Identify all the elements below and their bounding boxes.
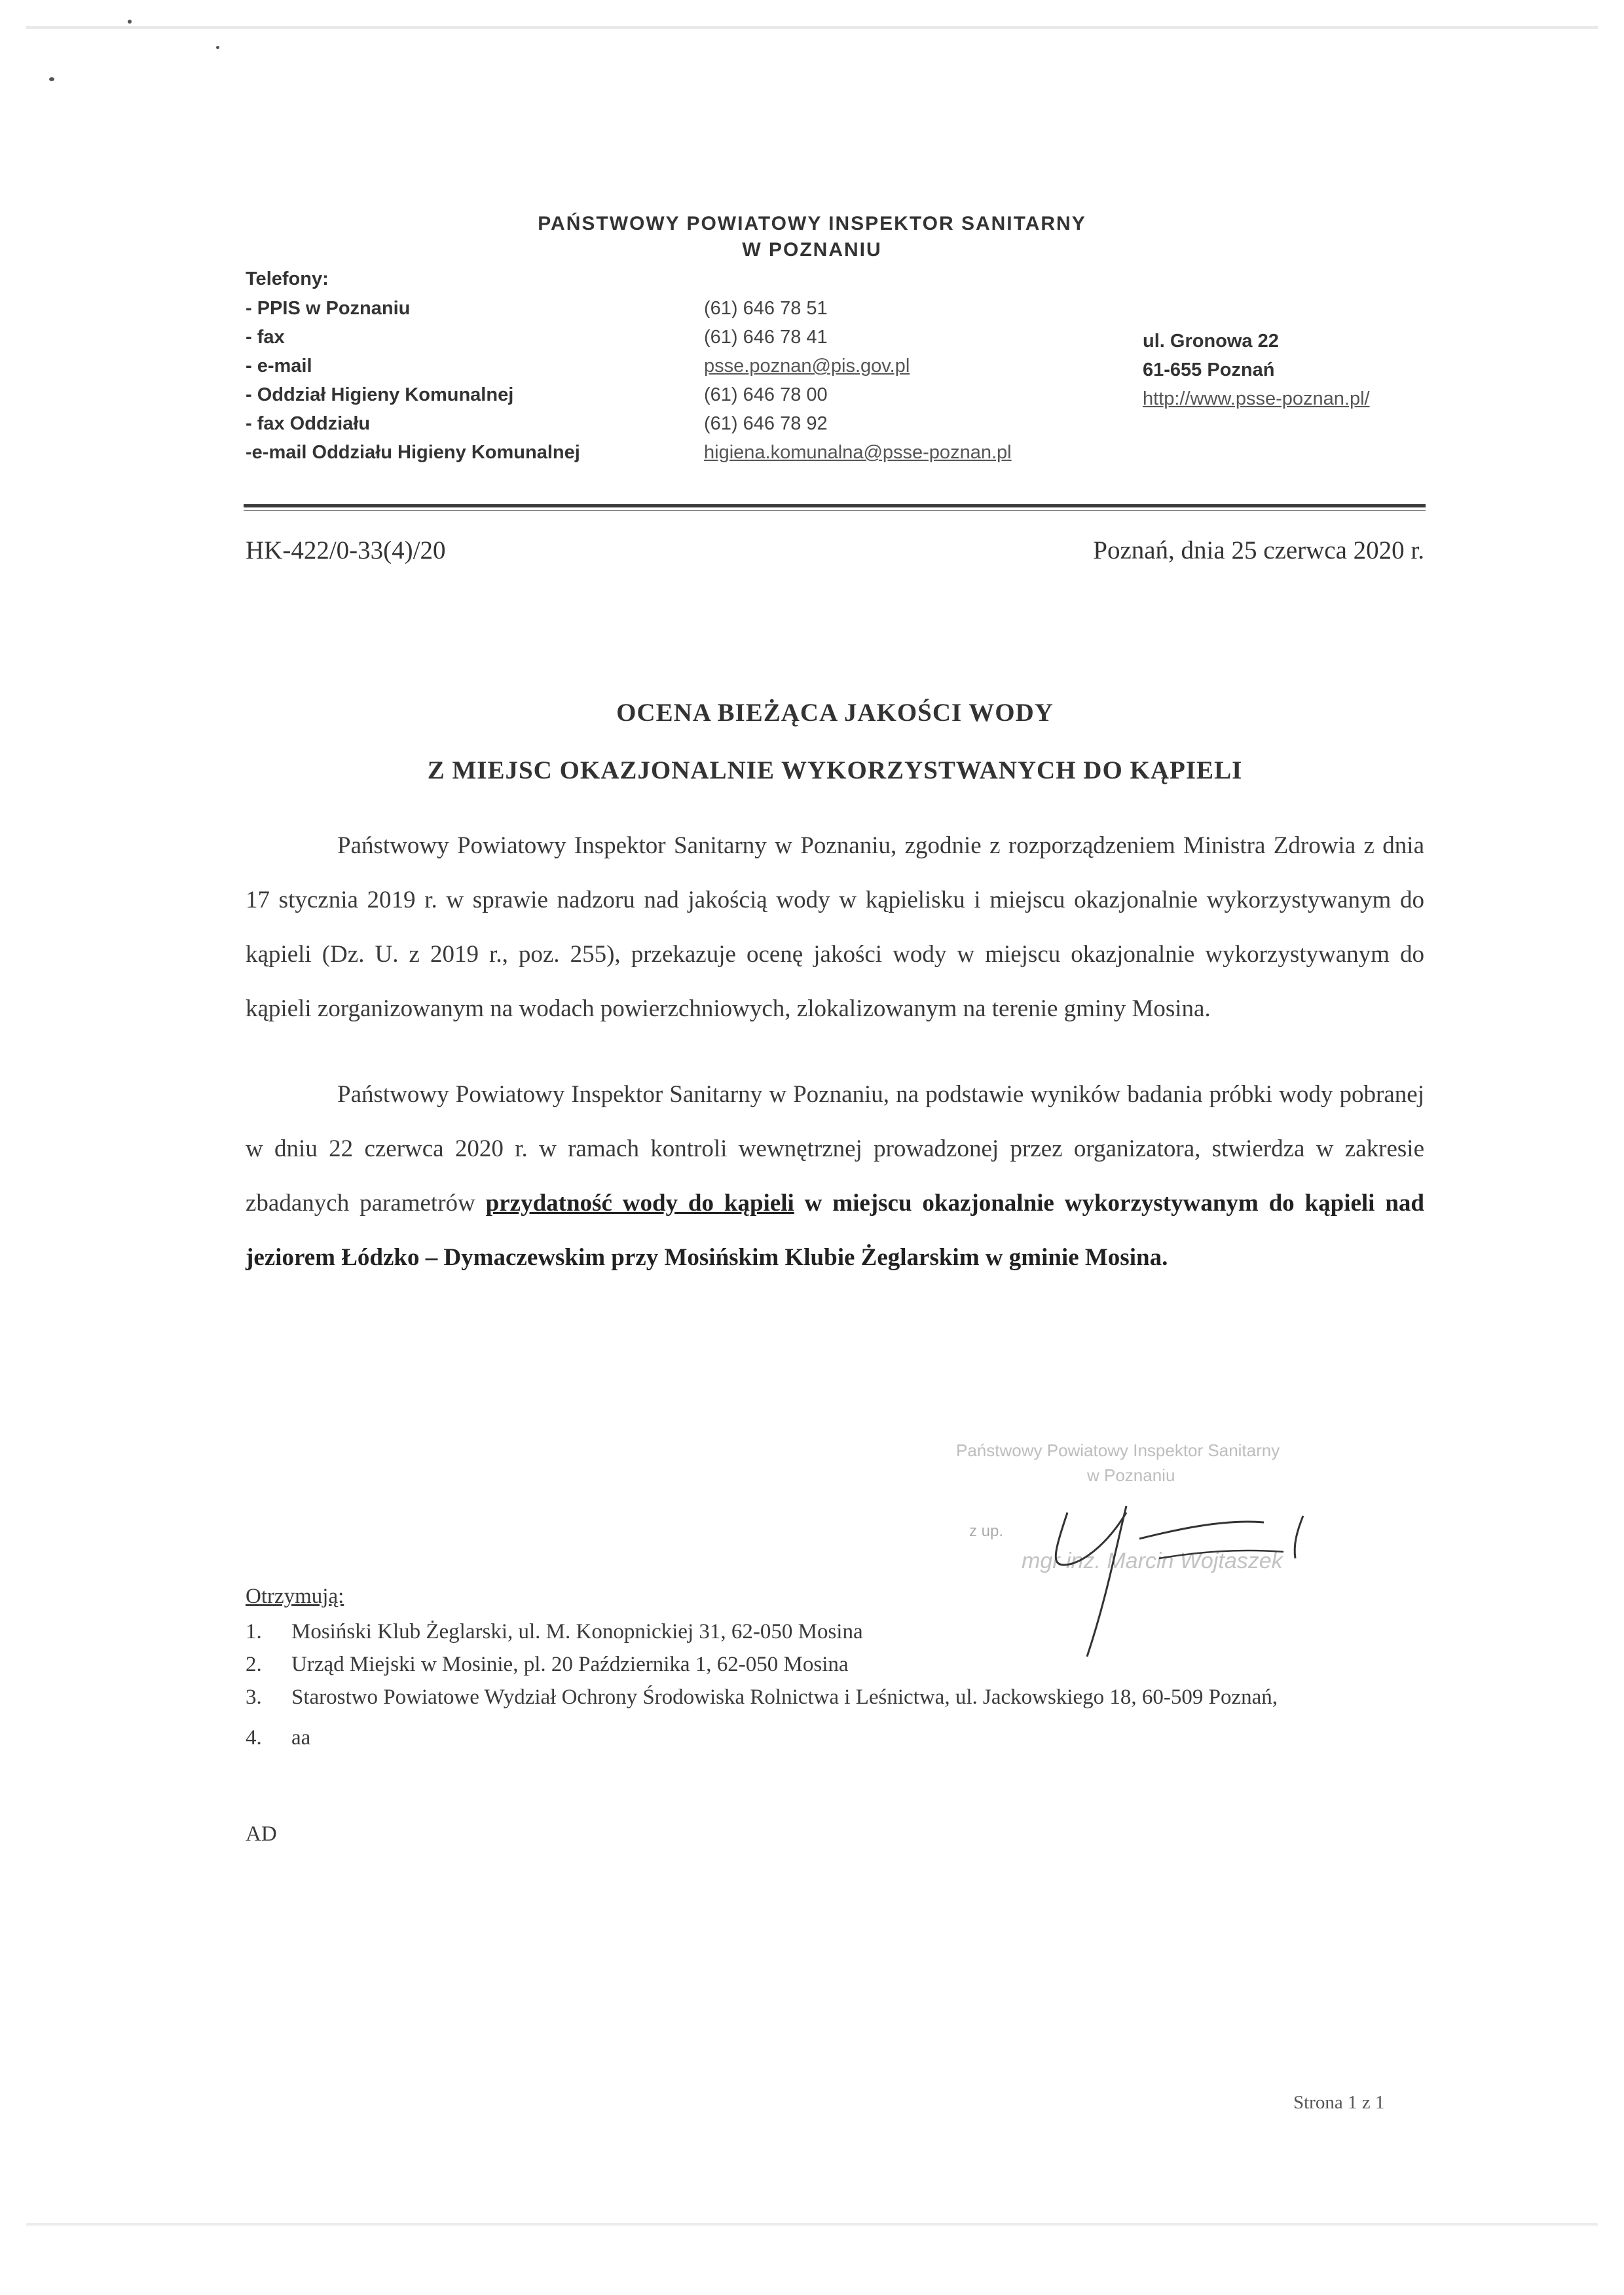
recipient-item <box>246 1723 1424 1752</box>
letterhead <box>0 213 1624 265</box>
contact-phone: (61) 646 78 51 <box>704 298 828 319</box>
website-link[interactable]: http://www.psse-poznan.pl/ <box>1143 388 1370 409</box>
reference-number: HK-422/0-33(4)/20 <box>246 536 446 564</box>
contact-label: -e-mail Oddziału Higieny Komunalnej <box>246 442 580 463</box>
page-number: Strona 1 z 1 <box>1293 2092 1385 2113</box>
stamp-line-1: Państwowy Powiatowy Inspektor Sanitarny <box>956 1441 1280 1460</box>
recipient-text: Urząd Miejski w Mosinie, pl. 20 Października 1, 62-050 Mosina <box>291 1653 849 1676</box>
document-title <box>0 684 1624 799</box>
recipient-number: 4. <box>246 1726 262 1750</box>
address-street: ul. Gronowa 22 <box>1143 331 1279 352</box>
paragraph-2-underlined: przydatność wody do kąpieli <box>485 1190 794 1217</box>
contact-email-link[interactable]: higiena.komunalna@psse-poznan.pl <box>704 442 1012 463</box>
letterhead-title: PAŃSTWOWY POWIATOWY INSPEKTOR SANITARNY <box>538 213 1086 234</box>
address-city: 61-655 Poznań <box>1143 359 1275 380</box>
letterhead-subtitle: W POZNANIU <box>742 239 882 261</box>
contacts-heading: Telefony: <box>246 268 329 289</box>
contact-label: - fax <box>246 327 285 348</box>
recipient-text: Mosiński Klub Żeglarski, ul. M. Konopnickiej 31, 62-050 Mosina <box>291 1620 863 1643</box>
recipient-text: aa <box>291 1726 311 1750</box>
recipient-item <box>246 1617 1424 1646</box>
recipients <box>246 1585 1424 1756</box>
stamp-name: mgr inż. Marcin Wojtaszek <box>1022 1549 1283 1573</box>
contact-label: - PPIS w Poznaniu <box>246 298 411 319</box>
body-paragraph-2 <box>246 1067 1424 1285</box>
contact-fax: (61) 646 78 92 <box>704 413 828 434</box>
document-body <box>246 818 1424 1285</box>
recipient-item <box>246 1683 1424 1712</box>
scan-speck <box>216 46 219 49</box>
contact-label: - e-mail <box>246 356 312 376</box>
contact-label: - fax Oddziału <box>246 413 371 434</box>
recipient-number: 3. <box>246 1685 262 1709</box>
contact-phone: (61) 646 78 00 <box>704 384 828 405</box>
scan-speck <box>49 77 54 81</box>
paragraph-2-bold: w miejscu okazjonalnie wykorzystywanym do kąpieli nad jeziorem Łódzko – Dymaczewskim przy Mosińskim Klubie Żeglarskim w gminie Mosina. <box>246 1190 1424 1271</box>
stamp-line-2: w Poznaniu <box>1087 1465 1175 1485</box>
title-line-2: Z MIEJSC OKAZJONALNIE WYKORZYSTWANYCH DO KĄPIELI <box>427 756 1243 784</box>
scan-edge-bottom <box>26 2223 1598 2226</box>
author-initials: AD <box>246 1822 277 1846</box>
contact-row <box>246 413 1437 442</box>
header-divider-thin <box>244 510 1426 511</box>
contact-email-link[interactable]: psse.poznan@pis.gov.pl <box>704 356 910 376</box>
scan-speck <box>128 20 132 24</box>
recipient-text: Starostwo Powiatowe Wydział Ochrony Środowiska Rolnictwa i Leśnictwa, ul. Jackowskiego 18, 60-509 Poznań, <box>291 1685 1278 1709</box>
recipient-number: 2. <box>246 1653 262 1676</box>
recipient-item <box>246 1650 1424 1679</box>
paragraph-2-text: Państwowy Powiatowy Inspektor Sanitarny w Poznaniu, na podstawie wyników badania próbki wody pobranej w dniu 22 czerwca 2020 r. w ramach kontroli wewnętrznej prowadzonej przez organizatora, stwierdza w zakresie zbadanych parametrów <box>246 1081 1424 1217</box>
recipient-number: 1. <box>246 1620 262 1643</box>
body-paragraph-1: Państwowy Powiatowy Inspektor Sanitarny w Poznaniu, zgodnie z rozporządzeniem Ministra Zdrowia z dnia 17 stycznia 2019 r. w sprawie nadzoru nad jakością wody w kąpielisku i miejscu okazjonalnie wykorzystywanym do kąpieli (Dz. U. z 2019 r., poz. 255), przekazuje ocenę jakości wody w miejscu okazjonalnie wykorzystywanym do kąpieli zorganizowanym na wodach powierzchniowych, zlokalizowanym na terenie gminy Mosina. <box>246 832 1424 1022</box>
contact-fax: (61) 646 78 41 <box>704 327 828 348</box>
contact-label: - Oddział Higieny Komunalnej <box>246 384 514 405</box>
title-line-1: OCENA BIEŻĄCA JAKOŚCI WODY <box>616 699 1054 727</box>
stamp-prefix: z up. <box>969 1522 1004 1540</box>
scan-edge-top <box>26 26 1598 29</box>
contact-row <box>246 298 1437 327</box>
recipients-title: Otrzymują: <box>246 1585 344 1608</box>
office-address <box>1143 331 1370 417</box>
header-divider <box>244 504 1426 507</box>
contact-row <box>246 442 1437 471</box>
document-date: Poznań, dnia 25 czerwca 2020 r. <box>1093 536 1424 564</box>
